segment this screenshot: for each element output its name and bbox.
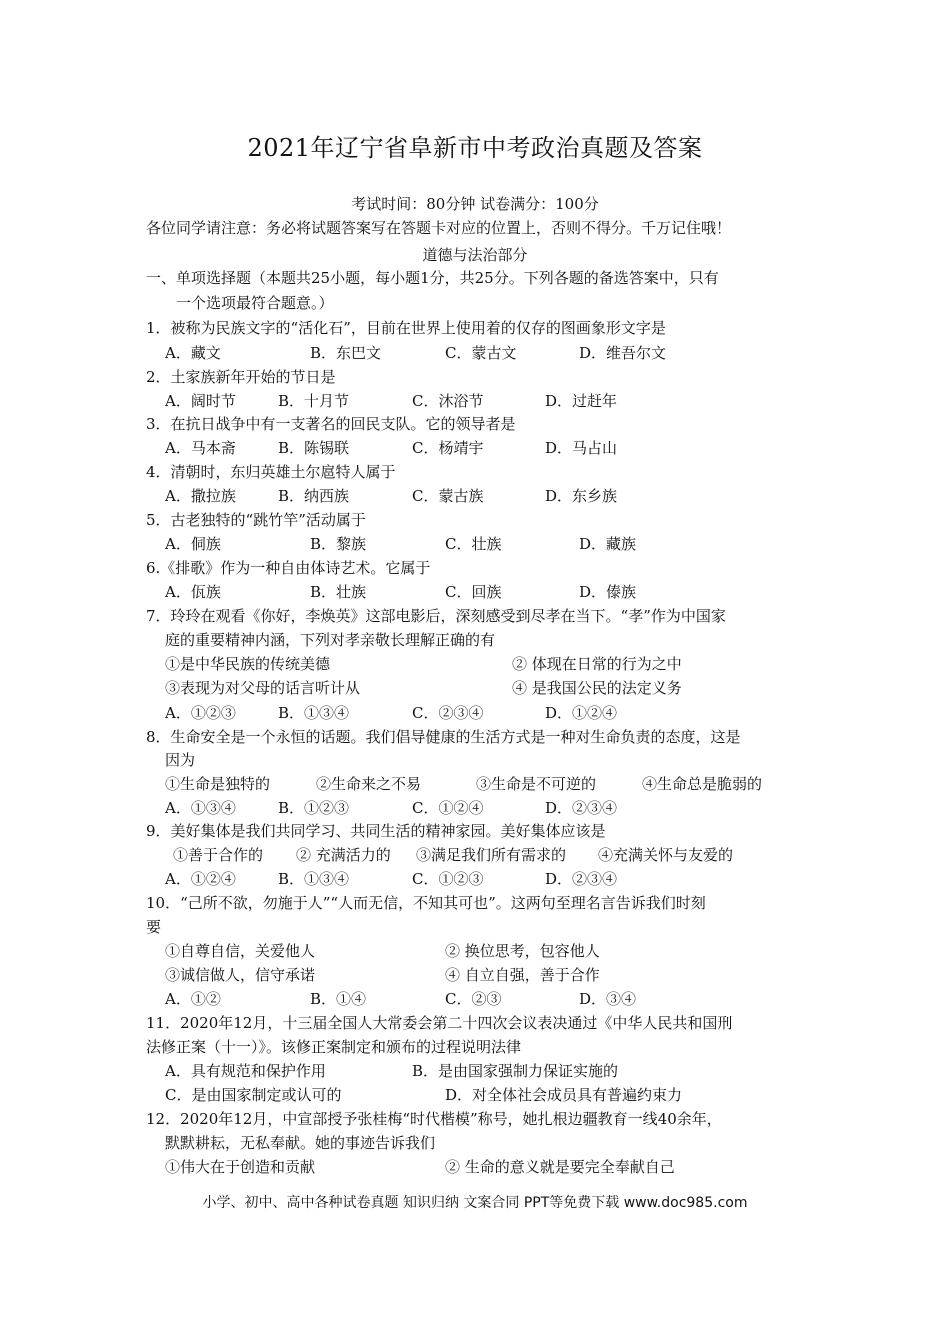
- option-a: A．①③④: [165, 799, 236, 817]
- question-stem-continued: 要: [146, 918, 162, 936]
- option-a: A．藏文: [165, 344, 221, 362]
- question-stem: 8．生命安全是一个永恒的话题。我们倡导健康的生活方式是一种对生命负责的态度，这是: [146, 728, 741, 746]
- option-c: C．②③④: [412, 704, 484, 722]
- question-stem: 1．被称为民族文字的“活化石”，目前在世界上使用着的仅存的图画象形文字是: [146, 319, 666, 337]
- statement-item: ② 换位思考，包容他人: [445, 942, 600, 960]
- statement-item: ①善于合作的: [173, 846, 264, 864]
- question-stem-continued: 因为: [165, 751, 196, 769]
- section-heading: 道德与法治部分: [422, 246, 528, 264]
- option-a: A．①②③: [165, 704, 236, 722]
- statement-item: ②生命来之不易: [316, 775, 422, 793]
- option-a: A．撒拉族: [165, 487, 236, 505]
- option-d: D．东乡族: [545, 487, 618, 505]
- statement-item: ③生命是不可逆的: [476, 775, 597, 793]
- question-stem-continued: 法修正案（十一）》。该修正案制定和颁布的过程说明法律: [146, 1038, 522, 1056]
- option-a: A．具有规范和保护作用: [165, 1062, 326, 1080]
- option-b: B．①④: [310, 990, 367, 1008]
- option-c: C．①②④: [412, 799, 484, 817]
- statement-item: ② 体现在日常的行为之中: [512, 655, 682, 673]
- statement-item: ④充满关怀与友爱的: [598, 846, 734, 864]
- notice: 各位同学请注意：务必将试题答案写在答题卡对应的位置上，否则不得分。千万记住哦！: [146, 219, 732, 237]
- question-stem: 7．玲玲在观看《你好，李焕英》这部电影后，深刻感受到尽孝在当下。“孝”作为中国家: [146, 607, 726, 625]
- statement-item: ④ 自立自强，善于合作: [445, 966, 600, 984]
- question-stem: 5．古老独特的“跳竹竿”活动属于: [146, 511, 366, 529]
- option-b: B．①③④: [278, 704, 350, 722]
- option-b: B．是由国家强制力保证实施的: [412, 1062, 619, 1080]
- option-d: D．②③④: [545, 799, 618, 817]
- option-d: D．傣族: [579, 583, 637, 601]
- option-c: C．沐浴节: [412, 392, 484, 410]
- footer-text: 小学、初中、高中各种试卷真题 知识归纳 文案合同 PPT等免费下载 www.doc985.com: [202, 1195, 748, 1211]
- option-a: A．阔时节: [165, 392, 236, 410]
- option-c: C．壮族: [445, 535, 502, 553]
- statement-item: ④ 是我国公民的法定义务: [512, 679, 682, 697]
- option-a: A．马本斋: [165, 439, 236, 457]
- question-stem-continued: 庭的重要精神内涵，下列对孝亲敬长理解正确的有: [165, 631, 496, 649]
- option-b: B．十月节: [278, 392, 350, 410]
- option-b: B．陈锡联: [278, 439, 350, 457]
- question-stem: 2．土家族新年开始的节日是: [146, 368, 336, 386]
- option-d: D．②③④: [545, 870, 618, 888]
- statement-item: ①伟大在于创造和贡献: [165, 1158, 316, 1176]
- option-d: D．过赶年: [545, 392, 618, 410]
- option-c: C．杨靖宇: [412, 439, 484, 457]
- question-stem: 6.《排歌》作为一种自由体诗艺术。它属于: [146, 559, 431, 577]
- question-stem: 9．美好集体是我们共同学习、共同生活的精神家园。美好集体应该是: [146, 822, 606, 840]
- question-stem: 3．在抗日战争中有一支著名的回民支队。它的领导者是: [146, 415, 516, 433]
- question-stem: 10．“己所不欲，勿施于人”“人而无信，不知其可也”。这两句至理名言告诉我们时刻: [146, 894, 706, 912]
- option-c: C．蒙古文: [445, 344, 517, 362]
- question-stem: 11．2020年12月，十三届全国人大常委会第二十四次会议表决通过《中华人民共和国刑: [146, 1014, 733, 1032]
- statement-item: ③诚信做人，信守承诺: [165, 966, 316, 984]
- exam-info: 考试时间：80分钟 试卷满分：100分: [351, 195, 599, 213]
- option-b: B．①②③: [278, 799, 350, 817]
- option-b: B．纳西族: [278, 487, 350, 505]
- statement-item: ③满足我们所有需求的: [416, 846, 567, 864]
- statement-item: ② 充满活力的: [296, 846, 391, 864]
- option-a: A．①②: [165, 990, 221, 1008]
- option-a: A．佤族: [165, 583, 221, 601]
- option-b: B．壮族: [310, 583, 367, 601]
- option-c: C．①②③: [412, 870, 484, 888]
- option-b: B．①③④: [278, 870, 350, 888]
- instruction-line: 一、单项选择题（本题共25小题，每小题1分，共25分。下列各题的备选答案中，只有: [146, 269, 719, 287]
- option-d: D．③④: [579, 990, 637, 1008]
- question-stem-continued: 默默耕耘，无私奉献。她的事迹告诉我们: [165, 1134, 436, 1152]
- option-b: B．黎族: [310, 535, 367, 553]
- statement-item: ①自尊自信，关爱他人: [165, 942, 316, 960]
- question-stem: 4．清朝时，东归英雄土尔扈特人属于: [146, 463, 396, 481]
- option-d: D．马占山: [545, 439, 618, 457]
- statement-item: ①是中华民族的传统美德: [165, 655, 331, 673]
- option-c: C．蒙古族: [412, 487, 484, 505]
- option-d: D．藏族: [579, 535, 637, 553]
- option-c: C．②③: [445, 990, 502, 1008]
- option-b: B．东巴文: [310, 344, 382, 362]
- instruction-line: 一个选项最符合题意。）: [176, 294, 334, 312]
- option-d: D．维吾尔文: [579, 344, 667, 362]
- option-a: A．①②④: [165, 870, 236, 888]
- page-title: 2021年辽宁省阜新市中考政治真题及答案: [247, 134, 703, 162]
- statement-item: ①生命是独特的: [165, 775, 271, 793]
- option-a: A．侗族: [165, 535, 221, 553]
- question-stem: 12．2020年12月，中宣部授予张桂梅“时代楷模”称号，她扎根边疆教育一线40余年，: [146, 1110, 722, 1128]
- option-c: C．回族: [445, 583, 502, 601]
- option-d: D．①②④: [545, 704, 618, 722]
- option-c: C．是由国家制定或认可的: [165, 1086, 342, 1104]
- option-d: D．对全体社会成员具有普遍约束力: [445, 1086, 683, 1104]
- statement-item: ② 生命的意义就是要完全奉献自己: [445, 1158, 675, 1176]
- statement-item: ③表现为对父母的话言听计从: [165, 679, 361, 697]
- statement-item: ④生命总是脆弱的: [642, 775, 763, 793]
